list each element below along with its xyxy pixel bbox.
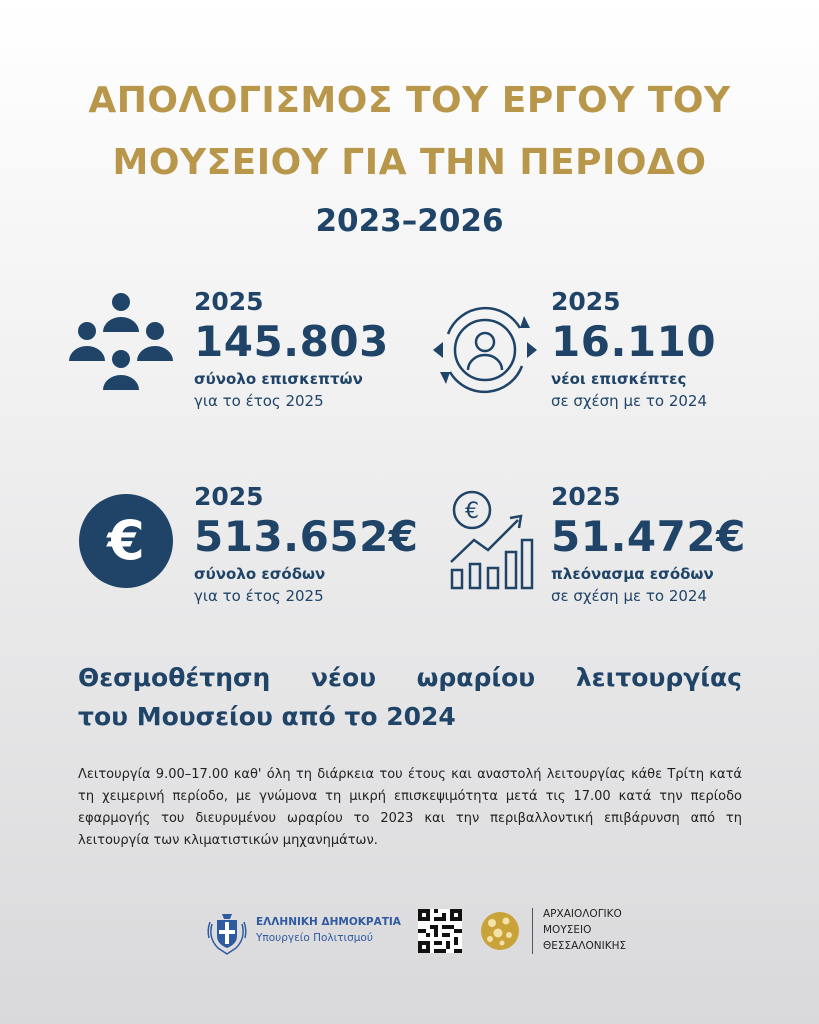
- gov-name: ΕΛΛΗΝΙΚΗ ΔΗΜΟΚΡΑΤΙΑ: [256, 916, 401, 928]
- hours-description: Λειτουργία 9.00–17.00 καθ' όλη τη διάρκεια του έτους και αναστολή λειτουργίας κάθε Τρίτη κατά τη χειμερινή περίοδο, με γνώμονα τη μικρή επισκεψιμότητα μετά τις 17.00 κατά την περίοδο εφαρμογής του διευρυμένου ωραρίου το 2023 και την περιβαλλοντική επιβάρυνση από τη λειτουργία των κλιματιστικών μηχανημάτων.: [78, 767, 742, 848]
- stat-year: 2025: [551, 482, 621, 511]
- title-line-2: ΜΟΥΣΕΙΟΥ ΓΙΑ ΤΗΝ ΠΕΡΙΟΔΟ: [112, 142, 707, 183]
- museum-name: [543, 906, 626, 954]
- museum-name-line-1: ΑΡΧΑΙΟΛΟΓΙΚΟ: [543, 908, 622, 920]
- qr-code-icon[interactable]: [418, 909, 462, 953]
- stat-year: 2025: [551, 287, 621, 316]
- stat-label: νέοι επισκέπτες: [551, 370, 687, 388]
- euro-coin-icon: [78, 493, 174, 589]
- stat-total-revenue: [194, 483, 419, 607]
- hours-heading-line-1: Θεσμοθέτηση νέου ωραρίου λειτουργίας: [78, 663, 742, 692]
- stat-total-visitors: [194, 288, 389, 412]
- stat-label: σύνολο επισκεπτών: [194, 370, 363, 388]
- museum-name-line-2: ΜΟΥΣΕΙΟ: [543, 924, 592, 936]
- svg-text:€: €: [465, 499, 479, 524]
- stat-value: 145.803: [194, 317, 389, 366]
- hours-heading-line-2: του Μουσείου από το 2024: [78, 702, 456, 731]
- stat-new-visitors: [551, 288, 716, 412]
- euro-growth-chart-icon: [448, 488, 534, 592]
- title-line-1: ΑΠΟΛΟΓΙΣΜΟΣ ΤΟΥ ΕΡΓΟΥ ΤΟΥ: [88, 80, 731, 121]
- museum-logo-icon: [476, 909, 524, 953]
- people-group-icon: [66, 290, 176, 398]
- museum-name-line-3: ΘΕΣΣΑΛΟΝΙΚΗΣ: [543, 940, 627, 952]
- period: 2023–2026: [315, 203, 504, 239]
- stat-label: πλεόνασμα εσόδων: [551, 565, 714, 583]
- stat-sub: για το έτος 2025: [194, 392, 324, 410]
- stat-value: 513.652€: [194, 512, 419, 561]
- greek-emblem-icon: [204, 908, 250, 956]
- stat-sub: για το έτος 2025: [194, 587, 324, 605]
- stat-value: 16.110: [551, 317, 717, 366]
- visitor-cycle-icon: [428, 300, 542, 400]
- hours-heading: [78, 658, 742, 736]
- stat-label: σύνολο εσόδων: [194, 565, 326, 583]
- gov-ministry: Υπουργείο Πολιτισμού: [256, 932, 373, 944]
- svg-text:€: €: [107, 509, 145, 572]
- stat-sub: σε σχέση με το 2024: [551, 587, 708, 605]
- stat-revenue-surplus: [551, 483, 746, 607]
- stat-value: 51.472€: [551, 512, 746, 561]
- stat-sub: σε σχέση με το 2024: [551, 392, 708, 410]
- stat-year: 2025: [194, 482, 264, 511]
- footer-divider: [532, 908, 533, 954]
- stat-year: 2025: [194, 287, 264, 316]
